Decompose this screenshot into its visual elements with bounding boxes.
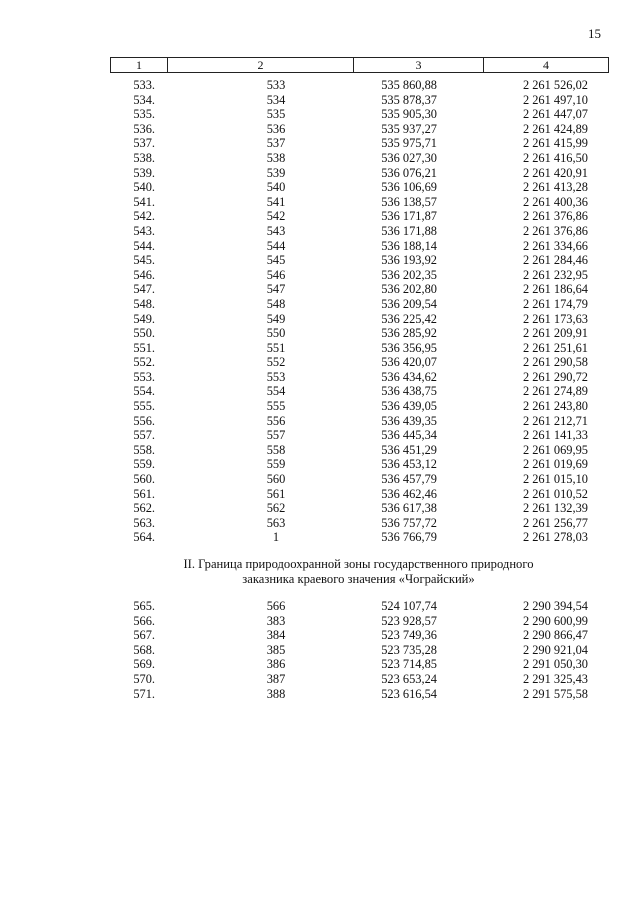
point-number: 544 (266, 238, 286, 253)
row-number: 551. (133, 340, 155, 355)
coordinate-y: 2 261 447,07 (522, 107, 588, 122)
point-number: 566 (266, 599, 286, 613)
point-number: 563 (266, 515, 286, 530)
coordinate-x: 536 434,62 (381, 369, 437, 384)
point-number: 388 (266, 686, 286, 701)
coordinate-x: 536 225,42 (381, 311, 437, 326)
coordinate-x: 536 106,69 (381, 180, 437, 195)
row-number: 546. (133, 267, 155, 282)
coordinate-y: 2 261 010,52 (522, 486, 588, 501)
point-number: 545 (266, 253, 286, 268)
table-row (110, 326, 607, 341)
point-number: 385 (266, 642, 286, 657)
coordinate-y: 2 261 274,89 (522, 384, 588, 399)
coordinate-y: 2 261 019,69 (522, 457, 588, 472)
point-number: 556 (266, 413, 286, 428)
header-cell-2: 2 (167, 58, 353, 72)
table-row (110, 643, 607, 658)
coordinate-y: 2 261 497,10 (522, 92, 588, 107)
coordinate-y: 2 261 376,86 (522, 223, 588, 238)
coordinate-x: 536 171,87 (381, 209, 437, 224)
table-row (110, 384, 607, 399)
table-row (110, 151, 607, 166)
coordinate-y: 2 261 416,50 (522, 150, 588, 165)
coordinate-x: 536 202,35 (381, 267, 437, 282)
table-row (110, 195, 607, 210)
table-row (110, 599, 607, 614)
table-row (110, 414, 607, 429)
row-number: 556. (133, 413, 155, 428)
point-number: 539 (266, 165, 286, 180)
coordinate-y: 2 290 600,99 (522, 613, 588, 628)
point-number: 383 (266, 613, 286, 628)
coordinate-x: 523 749,36 (381, 628, 437, 643)
table-row (110, 253, 607, 268)
coordinate-y: 2 290 921,04 (522, 642, 588, 657)
header-cell-4: 4 (483, 58, 608, 72)
point-number: 534 (266, 92, 286, 107)
coordinate-x: 536 356,95 (381, 340, 437, 355)
row-number: 558. (133, 442, 155, 457)
coordinate-y: 2 290 866,47 (522, 628, 588, 643)
coordinate-x: 535 937,27 (381, 121, 437, 136)
row-number: 566. (133, 613, 155, 628)
coordinate-y: 2 261 290,58 (522, 355, 588, 370)
row-number: 559. (133, 457, 155, 472)
section-title (110, 557, 607, 587)
coordinate-y: 2 261 334,66 (522, 238, 588, 253)
table-row (110, 122, 607, 137)
coordinate-x: 536 188,14 (381, 238, 437, 253)
coordinate-x: 523 714,85 (381, 657, 437, 672)
row-number: 533. (133, 78, 155, 92)
row-number: 550. (133, 326, 155, 341)
table-row (110, 341, 607, 356)
point-number: 561 (266, 486, 286, 501)
coordinate-x: 536 285,92 (381, 326, 437, 341)
coordinate-y: 2 261 400,36 (522, 194, 588, 209)
header-cell-3: 3 (353, 58, 483, 72)
point-number: 387 (266, 671, 286, 686)
row-number: 567. (133, 628, 155, 643)
coordinate-x: 523 928,57 (381, 613, 437, 628)
coordinate-y: 2 261 526,02 (522, 78, 588, 92)
coordinates-table-part1 (110, 78, 607, 545)
row-number: 563. (133, 515, 155, 530)
coordinate-y: 2 261 212,71 (522, 413, 588, 428)
coordinate-y: 2 261 015,10 (522, 472, 588, 487)
table-row (110, 239, 607, 254)
coordinate-x: 536 451,29 (381, 442, 437, 457)
coordinate-x: 536 462,46 (381, 486, 437, 501)
row-number: 536. (133, 121, 155, 136)
table-row (110, 224, 607, 239)
row-number: 570. (133, 671, 155, 686)
point-number: 542 (266, 209, 286, 224)
row-number: 562. (133, 501, 155, 516)
table-row (110, 370, 607, 385)
coordinate-y: 2 261 173,63 (522, 311, 588, 326)
row-number: 552. (133, 355, 155, 370)
point-number: 560 (266, 472, 286, 487)
point-number: 554 (266, 384, 286, 399)
coordinate-x: 536 439,35 (381, 413, 437, 428)
row-number: 543. (133, 223, 155, 238)
coordinate-x: 536 438,75 (381, 384, 437, 399)
table-row (110, 297, 607, 312)
row-number: 539. (133, 165, 155, 180)
coordinate-x: 524 107,74 (381, 599, 437, 613)
coordinate-y: 2 261 232,95 (522, 267, 588, 282)
coordinate-y: 2 261 413,28 (522, 180, 588, 195)
row-number: 554. (133, 384, 155, 399)
coordinate-x: 536 202,80 (381, 282, 437, 297)
section-title-line2: заказника краевого значения «Чограйский» (242, 572, 475, 586)
point-number: 537 (266, 136, 286, 151)
table-row (110, 107, 607, 122)
table-row (110, 268, 607, 283)
coordinate-x: 523 616,54 (381, 686, 437, 701)
point-number: 547 (266, 282, 286, 297)
table-row (110, 399, 607, 414)
coordinate-y: 2 261 243,80 (522, 399, 588, 414)
coordinate-x: 536 445,34 (381, 428, 437, 443)
row-number: 548. (133, 296, 155, 311)
point-number: 384 (266, 628, 286, 643)
table-row (110, 312, 607, 327)
point-number: 559 (266, 457, 286, 472)
row-number: 553. (133, 369, 155, 384)
row-number: 555. (133, 399, 155, 414)
coordinate-x: 536 757,72 (381, 515, 437, 530)
coordinate-x: 536 766,79 (381, 530, 437, 545)
coordinate-x: 536 617,38 (381, 501, 437, 516)
point-number: 1 (272, 530, 280, 545)
table-row (110, 209, 607, 224)
point-number: 535 (266, 107, 286, 122)
coordinate-x: 523 653,24 (381, 671, 437, 686)
coordinate-y: 2 261 284,46 (522, 253, 588, 268)
point-number: 546 (266, 267, 286, 282)
coordinate-y: 2 261 256,77 (522, 515, 588, 530)
table-row (110, 166, 607, 181)
coordinate-x: 536 439,05 (381, 399, 437, 414)
coordinate-y: 2 261 290,72 (522, 369, 588, 384)
point-number: 553 (266, 369, 286, 384)
table-row (110, 78, 607, 93)
coordinate-y: 2 290 394,54 (522, 599, 588, 613)
coordinate-x: 535 905,30 (381, 107, 437, 122)
table-row (110, 614, 607, 629)
row-number: 534. (133, 92, 155, 107)
point-number: 549 (266, 311, 286, 326)
table-row (110, 657, 607, 672)
coordinate-y: 2 261 376,86 (522, 209, 588, 224)
point-number: 552 (266, 355, 286, 370)
row-number: 547. (133, 282, 155, 297)
point-number: 562 (266, 501, 286, 516)
table-row (110, 687, 607, 702)
coordinate-x: 536 138,57 (381, 194, 437, 209)
row-number: 571. (133, 686, 155, 701)
row-number: 549. (133, 311, 155, 326)
coordinate-x: 536 076,21 (381, 165, 437, 180)
coordinate-y: 2 291 575,58 (522, 686, 588, 701)
point-number: 386 (266, 657, 286, 672)
coordinate-y: 2 261 186,64 (522, 282, 588, 297)
coordinate-y: 2 261 132,39 (522, 501, 588, 516)
table-row (110, 457, 607, 472)
point-number: 536 (266, 121, 286, 136)
table-row (110, 516, 607, 531)
row-number: 560. (133, 472, 155, 487)
coordinate-x: 536 171,88 (381, 223, 437, 238)
table-row (110, 530, 607, 545)
row-number: 535. (133, 107, 155, 122)
row-number: 557. (133, 428, 155, 443)
row-number: 542. (133, 209, 155, 224)
point-number: 548 (266, 296, 286, 311)
coordinate-y: 2 261 251,61 (522, 340, 588, 355)
table-row (110, 282, 607, 297)
coordinate-y: 2 261 278,03 (522, 530, 588, 545)
table-row (110, 443, 607, 458)
coordinate-y: 2 291 050,30 (522, 657, 588, 672)
row-number: 561. (133, 486, 155, 501)
coordinate-x: 535 860,88 (381, 78, 437, 92)
coordinate-y: 2 261 209,91 (522, 326, 588, 341)
coordinate-x: 535 975,71 (381, 136, 437, 151)
coordinate-y: 2 261 424,89 (522, 121, 588, 136)
coordinate-y: 2 261 141,33 (522, 428, 588, 443)
point-number: 541 (266, 194, 286, 209)
row-number: 569. (133, 657, 155, 672)
table-header-row (110, 57, 609, 73)
row-number: 540. (133, 180, 155, 195)
row-number: 565. (133, 599, 155, 613)
point-number: 533 (266, 78, 286, 92)
page-number: 15 (588, 26, 601, 41)
coordinate-x: 535 878,37 (381, 92, 437, 107)
coordinate-y: 2 261 069,95 (522, 442, 588, 457)
coordinate-y: 2 261 174,79 (522, 296, 588, 311)
coordinate-x: 523 735,28 (381, 642, 437, 657)
point-number: 551 (266, 340, 286, 355)
point-number: 540 (266, 180, 286, 195)
row-number: 541. (133, 194, 155, 209)
row-number: 537. (133, 136, 155, 151)
point-number: 555 (266, 399, 286, 414)
section-title-line1: II. Граница природоохранной зоны государственного природного (183, 557, 534, 571)
row-number: 545. (133, 253, 155, 268)
point-number: 543 (266, 223, 286, 238)
row-number: 544. (133, 238, 155, 253)
coordinate-y: 2 261 415,99 (522, 136, 588, 151)
table-row (110, 472, 607, 487)
coordinate-x: 536 209,54 (381, 296, 437, 311)
coordinate-y: 2 291 325,43 (522, 671, 588, 686)
header-cell-1: 1 (136, 58, 142, 72)
coordinate-x: 536 420,07 (381, 355, 437, 370)
coordinate-x: 536 193,92 (381, 253, 437, 268)
row-number: 538. (133, 150, 155, 165)
table-row (110, 672, 607, 687)
point-number: 538 (266, 150, 286, 165)
table-row (110, 93, 607, 108)
table-row (110, 136, 607, 151)
table-row (110, 428, 607, 443)
table-row (110, 487, 607, 502)
table-row (110, 628, 607, 643)
point-number: 558 (266, 442, 286, 457)
coordinate-x: 536 457,79 (381, 472, 437, 487)
table-row (110, 355, 607, 370)
table-row (110, 180, 607, 195)
point-number: 557 (266, 428, 286, 443)
coordinate-y: 2 261 420,91 (522, 165, 588, 180)
row-number: 568. (133, 642, 155, 657)
point-number: 550 (266, 326, 286, 341)
table-row (110, 501, 607, 516)
coordinate-x: 536 027,30 (381, 150, 437, 165)
row-number: 564. (133, 530, 155, 545)
coordinates-table-part2 (110, 599, 607, 701)
coordinate-x: 536 453,12 (381, 457, 437, 472)
